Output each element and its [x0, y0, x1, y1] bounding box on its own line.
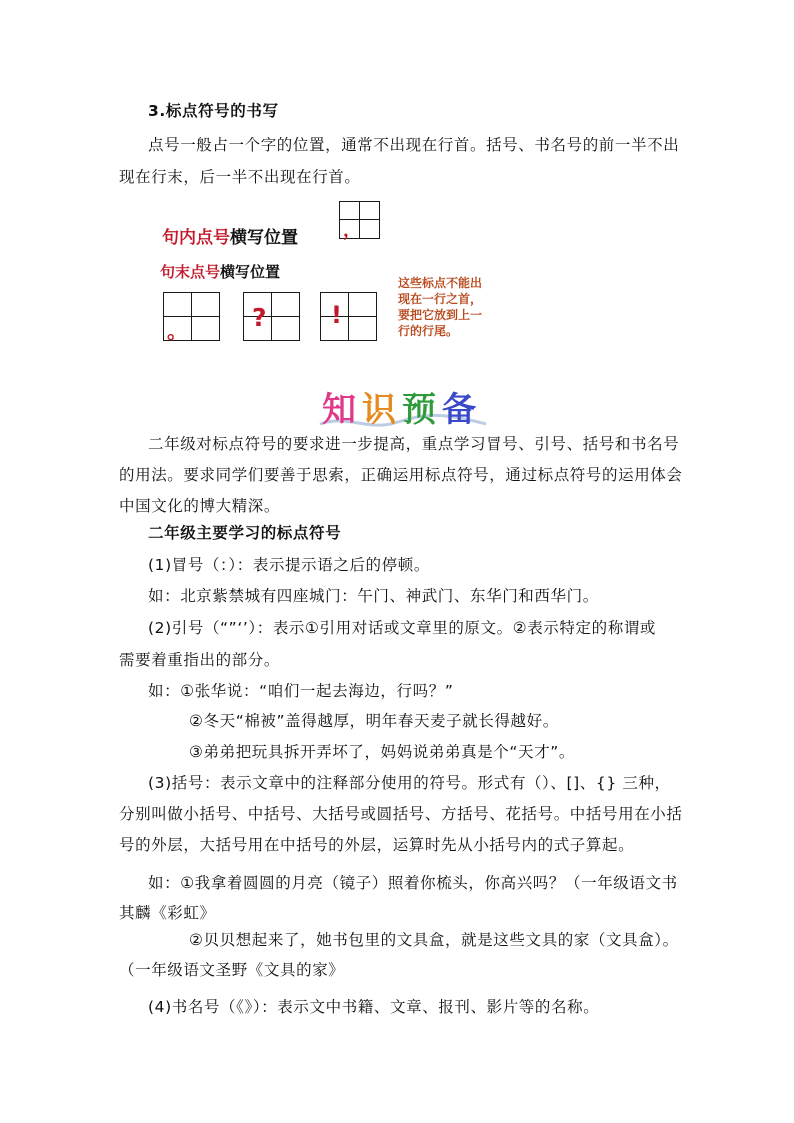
book-title-definition: (4)书名号（《》）：表示文中书籍、文章、报刊、影片等的名称。 [148, 998, 600, 1016]
quote-example-1: 如：①张华说：“咱们一起去海边，行吗？” [148, 682, 454, 700]
colon-example: 如：北京紫禁城有四座城门：午门、神武门、东华门和西华门。 [148, 587, 599, 605]
para1-line-3: 中国文化的博大精深。 [119, 497, 281, 515]
bracket-example-1-line-2: 其麟《彩虹》 [119, 904, 216, 922]
note-line-4: 行的行尾。 [398, 324, 459, 338]
bracket-example-2-line-2: （一年级语文圣野《文具的家》 [119, 961, 345, 979]
note-line-1: 这些标点不能出 [398, 276, 483, 290]
comma-grid [339, 201, 380, 239]
inner-punct-label-red: 句内点号 [162, 228, 230, 248]
bracket-line-2: 分别叫做小括号、中括号、大括号或圆括号、方括号、花括号。中括号用在小括 [119, 805, 683, 823]
period-grid [163, 292, 220, 341]
banner-char-4: 备 [442, 390, 482, 430]
end-punct-label-black: 横写位置 [220, 263, 281, 281]
bracket-example-1-line-1: 如：①我拿着圆圆的月亮（镜子）照着你梳头，你高兴吗？（一年级语文书 [148, 874, 678, 892]
intro-line-2: 现在行末，后一半不出现在行首。 [119, 168, 361, 186]
comma-mark: ， [343, 220, 361, 241]
end-punct-label [160, 261, 280, 282]
subheading: 二年级主要学习的标点符号 [148, 524, 342, 542]
para1-line-2: 的用法。要求同学们要善于思索，正确运用标点符号，通过标点符号的运用体会 [119, 466, 683, 484]
knowledge-prep-banner [322, 382, 482, 431]
bracket-example-2-line-1: ②贝贝想起来了，她书包里的文具盒，就是这些文具的家（文具盒）。 [189, 931, 679, 949]
note-line-3: 要把它放到上一 [398, 308, 483, 322]
inner-punct-label-black: 横写位置 [230, 228, 298, 248]
inner-punct-label [162, 223, 298, 248]
quote-line-2: 需要着重指出的部分。 [119, 651, 281, 669]
note-line-2: 现在一行之首， [398, 292, 483, 306]
colon-definition: (1)冒号（：）：表示提示语之后的停顿。 [148, 556, 430, 574]
section-title: 3.标点符号的书写 [148, 102, 279, 120]
banner-char-3: 预 [402, 390, 442, 430]
quote-example-2: ②冬天“棉被”盖得越厚，明年春天麦子就长得越好。 [189, 712, 559, 730]
question-grid [243, 292, 300, 341]
bracket-line-1: (3)括号：表示文章中的注释部分使用的符号。形式有（）、[]、{} 三种， [148, 774, 671, 792]
quote-example-3: ③弟弟把玩具拆开弄坏了，妈妈说弟弟真是个“天才”。 [189, 743, 575, 761]
para1-line-1: 二年级对标点符号的要求进一步提高，重点学习冒号、引号、括号和书名号 [148, 435, 680, 453]
end-punct-label-red: 句末点号 [160, 263, 221, 281]
intro-line-1: 点号一般占一个字的位置，通常不出现在行首。括号、书名号的前一半不出 [148, 136, 680, 154]
quote-line-1: (2)引号（“”‘’）：表示①引用对话或文章里的原文。②表示特定的称谓或 [148, 619, 657, 637]
period-mark: 。 [167, 319, 187, 343]
question-mark: ? [252, 303, 267, 332]
banner-char-2: 识 [362, 390, 402, 430]
exclaim-grid [320, 292, 377, 341]
banner-char-1: 知 [322, 390, 362, 430]
bracket-line-3: 号的外层，大括号用在中括号的外层，运算时先从小括号内的式子算起。 [119, 836, 635, 854]
exclaim-mark: ! [331, 301, 342, 329]
